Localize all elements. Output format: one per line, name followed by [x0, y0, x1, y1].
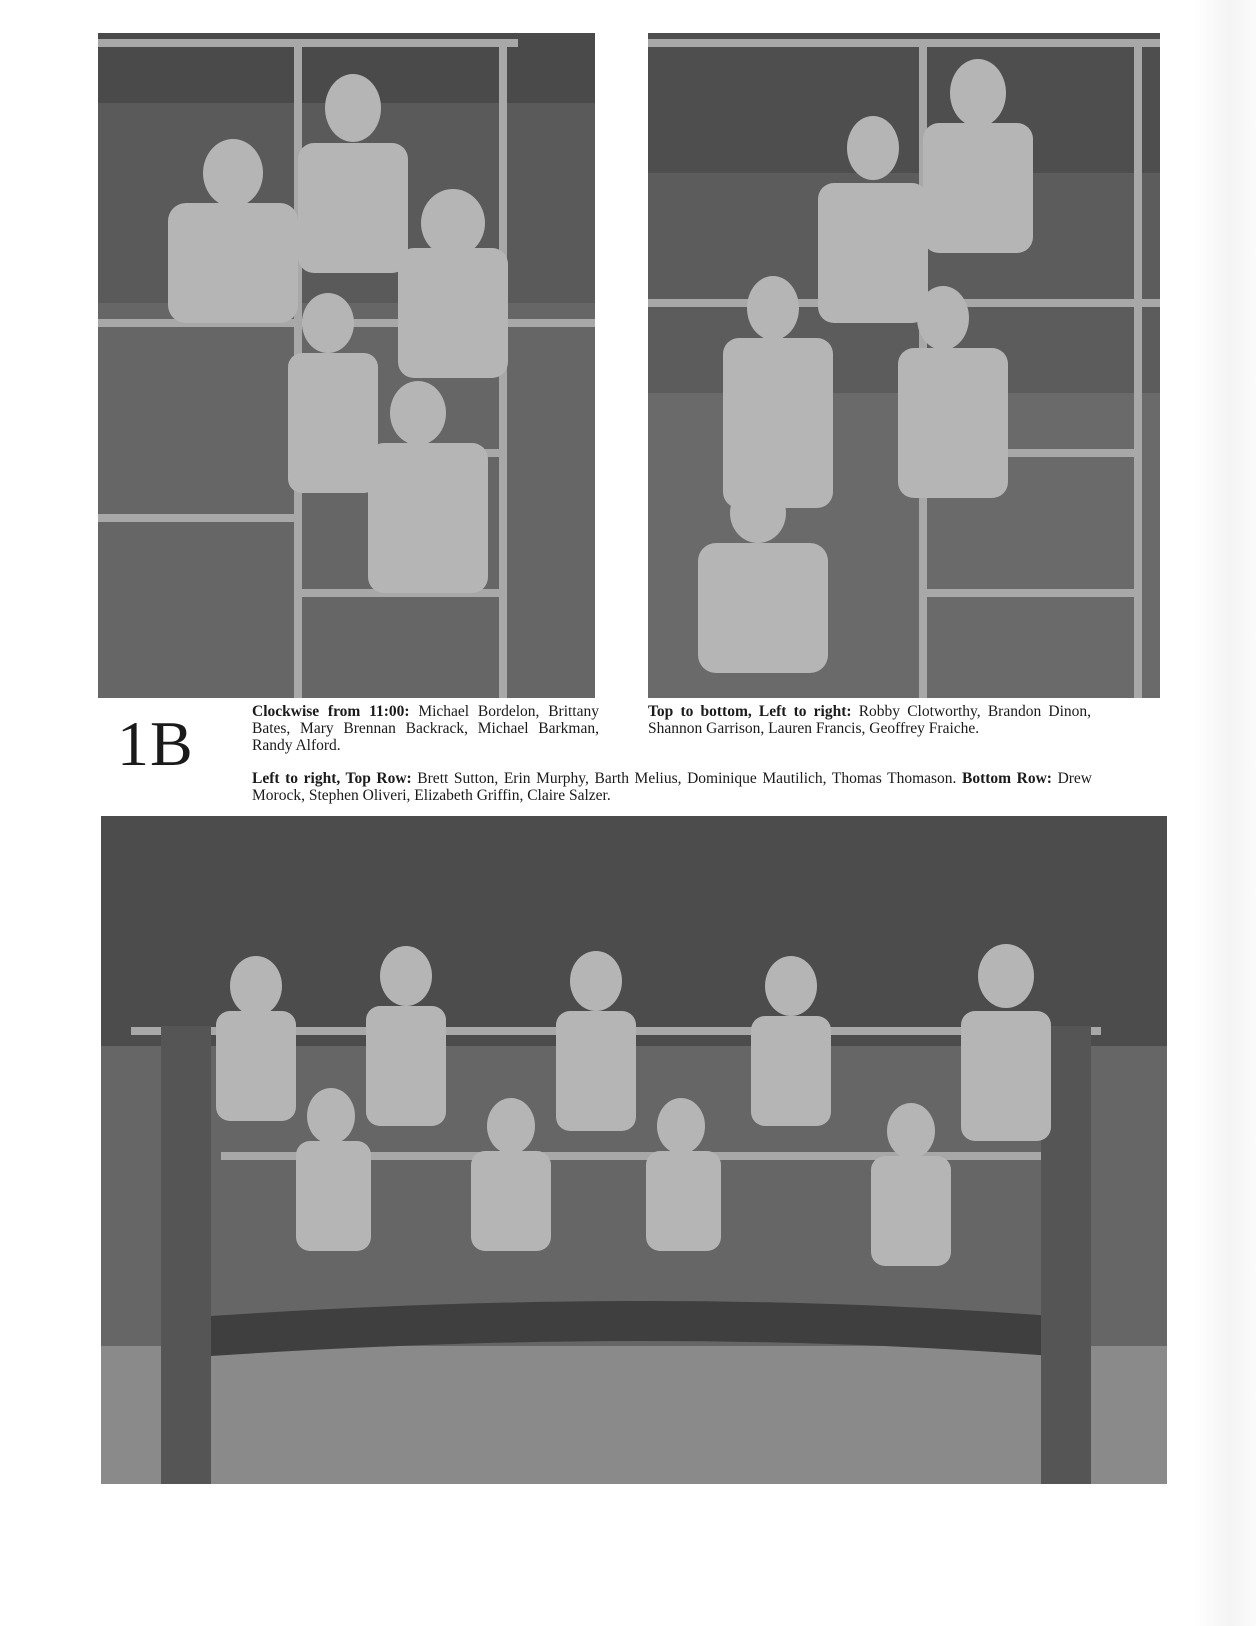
caption-top-left-lead: Clockwise from 11:00:: [252, 703, 410, 720]
caption-top-right-lead: Top to bottom, Left to right:: [648, 703, 852, 720]
caption-bottom: [252, 770, 1092, 804]
section-label: 1B: [117, 708, 194, 779]
caption-bottom-lead2: Bottom Row:: [956, 770, 1052, 787]
photo-group-bottom: [101, 816, 1167, 1484]
photo-group-top-right: [648, 33, 1160, 698]
caption-top-right: [648, 703, 1091, 737]
caption-top-right-text: Robby Clotworthy, Brandon Dinon, Shannon Garrison, Lauren Francis, Geoffrey Fraiche.: [648, 703, 1091, 737]
page-edge-shadow: [1192, 0, 1256, 1626]
caption-top-left-text: Michael Bordelon, Brittany Bates, Mary Brennan Backrack, Michael Barkman, Randy Alford.: [252, 703, 599, 754]
caption-bottom-lead: Left to right, Top Row:: [252, 770, 412, 787]
photo-group-top-left: [98, 33, 595, 698]
caption-bottom-text2: Drew Morock, Stephen Oliveri, Elizabeth Griffin, Claire Salzer.: [252, 770, 1093, 804]
caption-top-left: [252, 703, 599, 754]
caption-bottom-text: Brett Sutton, Erin Murphy, Barth Melius, Dominique Mautilich, Thomas Thomason.: [411, 770, 957, 787]
